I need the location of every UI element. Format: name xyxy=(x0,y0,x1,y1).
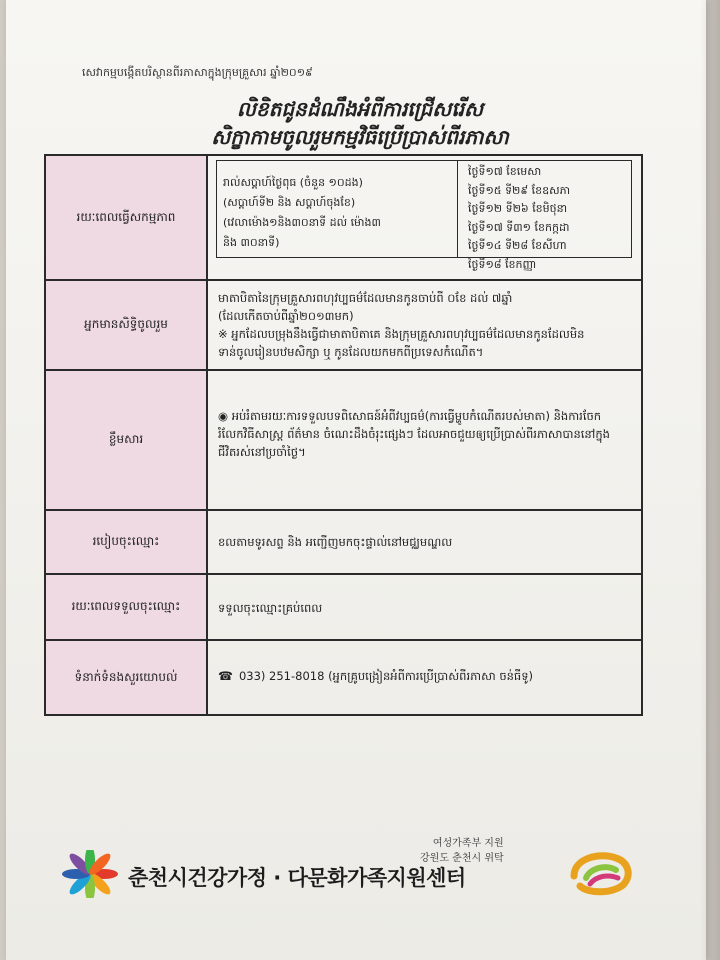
schedule-weekly-line: និង ៣០នាទី) xyxy=(223,236,280,249)
content-line: រំលែកវិធីសាស្ត្រ ព័ត៌មាន ចំណេះដឹងចំរុះផ្សេងៗ ដែលអាចជួយឲ្យប្រើប្រាស់ពីរភាសាបាននៅក្នុង xyxy=(218,427,610,441)
row-value-schedule xyxy=(208,156,641,279)
row-label-content: ខ្លឹមសារ xyxy=(46,371,208,509)
eligibility-line: មាតាបិតានៃក្រុមគ្រួសារពហុវប្បធម៌ដែលមានកូនចាប់ពី ០ខែ ដល់ ៧ឆ្នាំ xyxy=(218,291,513,305)
schedule-dates-cell xyxy=(458,160,632,271)
eligibility-line: ទាន់ចូលរៀនបឋមសិក្សា ឬ កូនដែលយកមកពីប្រទេសកំណើត។ xyxy=(218,345,484,359)
row-label-registration-method: របៀបចុះឈ្មោះ xyxy=(46,511,208,573)
info-table xyxy=(44,154,643,716)
schedule-weekly-line: រាល់សប្តាហ៍ថ្ងៃពុធ (ចំនួន ១០ដង) xyxy=(223,176,363,189)
contact-text: 033) 251-8018 (អ្នកគ្រូបង្រៀនអំពីការប្រើប្រាស់ពីរភាសា ចន់ធីទូ) xyxy=(238,669,534,683)
schedule-weekly-line: (សប្តាហ៍ទី២ និង សប្តាហ៍ចុងខែ) xyxy=(223,196,356,209)
sponsor-line: 강원도 춘천시 위탁 xyxy=(420,853,504,864)
row-label-schedule: រយៈពេលធ្វើសកម្មភាព xyxy=(46,156,208,279)
schedule-date-line: ថ្ងៃទី១៤ ទី២៨ ខែសីហា xyxy=(468,239,567,252)
sponsor-note xyxy=(420,836,504,866)
page-title-line-1: លិខិតជូនដំណឹងអំពីការជ្រើសរើស xyxy=(236,97,484,121)
schedule-weekly-cell xyxy=(216,160,458,258)
eligibility-line: (ដែលកើតចាប់ពីឆ្នាំ២០១៣មក) xyxy=(218,309,354,323)
table-row-schedule xyxy=(46,156,641,281)
content-line: ◉ អប់រំតាមរយៈការទទួលបទពិសោធន៍អំពីវប្បធម៌(ការធ្វើម្ហូបកំណើតរបស់មាតា) និងការចែក xyxy=(218,409,602,423)
schedule-date-line: ថ្ងៃទី១២ ទី២៦ ខែមិថុនា xyxy=(468,202,568,215)
contact-line xyxy=(218,667,631,685)
schedule-date-line: ថ្ងៃទី១៧ ខែមេសា xyxy=(468,165,542,178)
schedule-date-line: ថ្ងៃទី១៥ ទី២៩ ខែឧសភា xyxy=(468,183,571,197)
content-line: ជីវិតរស់នៅប្រចាំថ្ងៃ។ xyxy=(218,445,306,459)
sponsor-line: 여성가족부 지원 xyxy=(432,838,504,849)
registration-method-text: ខលតាមទូរសព្ទ និង អញ្ជើញមកចុះផ្ទាល់នៅមជ្ឈមណ្ឌល xyxy=(218,535,453,549)
row-label-contact: ទំនាក់ទំនងសួរយោបល់ xyxy=(46,641,208,714)
page-title-line-2: សិក្ខាកាមចូលរួមកម្មវិធីប្រើប្រាស់ពីរភាសា xyxy=(211,125,509,149)
schedule-date-line: ថ្ងៃទី១៧ ទី៣១ ខែកក្កដា xyxy=(468,220,570,234)
header-note: សេវាកម្មបង្កើតបរិស្ថានពីរភាសាក្នុងក្រុមគ្រួសារ ឆ្នាំ២០១៩ xyxy=(82,66,313,79)
eligibility-line: ※ អ្នកដែលបម្រុងនឹងធ្វើជាមាតាបិតាគេ និងក្រុមគ្រួសារពហុវប្បធម៌ដែលមានកូនដែលមិន xyxy=(218,327,585,341)
phone-icon: ☎ xyxy=(218,669,233,683)
table-row-contact xyxy=(46,641,641,714)
row-value-registration-period xyxy=(208,575,641,639)
row-value-registration-method xyxy=(208,511,641,573)
ministry-logo-icon xyxy=(566,850,636,896)
table-row-content xyxy=(46,371,641,511)
table-row-registration-method xyxy=(46,511,641,575)
center-logo-icon xyxy=(56,850,124,898)
row-label-registration-period: រយៈពេលទទួលចុះឈ្មោះ xyxy=(46,575,208,639)
table-row-registration-period xyxy=(46,575,641,641)
table-row-eligibility xyxy=(46,281,641,371)
schedule-weekly-line: (វេលាម៉ោង១និង៣០នាទី ដល់ ម៉ោង៣ xyxy=(223,216,381,229)
row-value-content xyxy=(208,371,641,509)
row-value-contact xyxy=(208,641,641,714)
row-value-eligibility xyxy=(208,281,641,369)
registration-period-text: ទទួលចុះឈ្មោះគ្រប់ពេល xyxy=(218,601,323,615)
schedule-date-line: ថ្ងៃទី១៨ ខែកញ្ញា xyxy=(468,257,537,271)
row-label-eligibility: អ្នកមានសិទ្ធិចូលរួម xyxy=(46,281,208,369)
center-name: 춘천시건강가정 · 다문화가족지원센터 xyxy=(128,866,466,890)
